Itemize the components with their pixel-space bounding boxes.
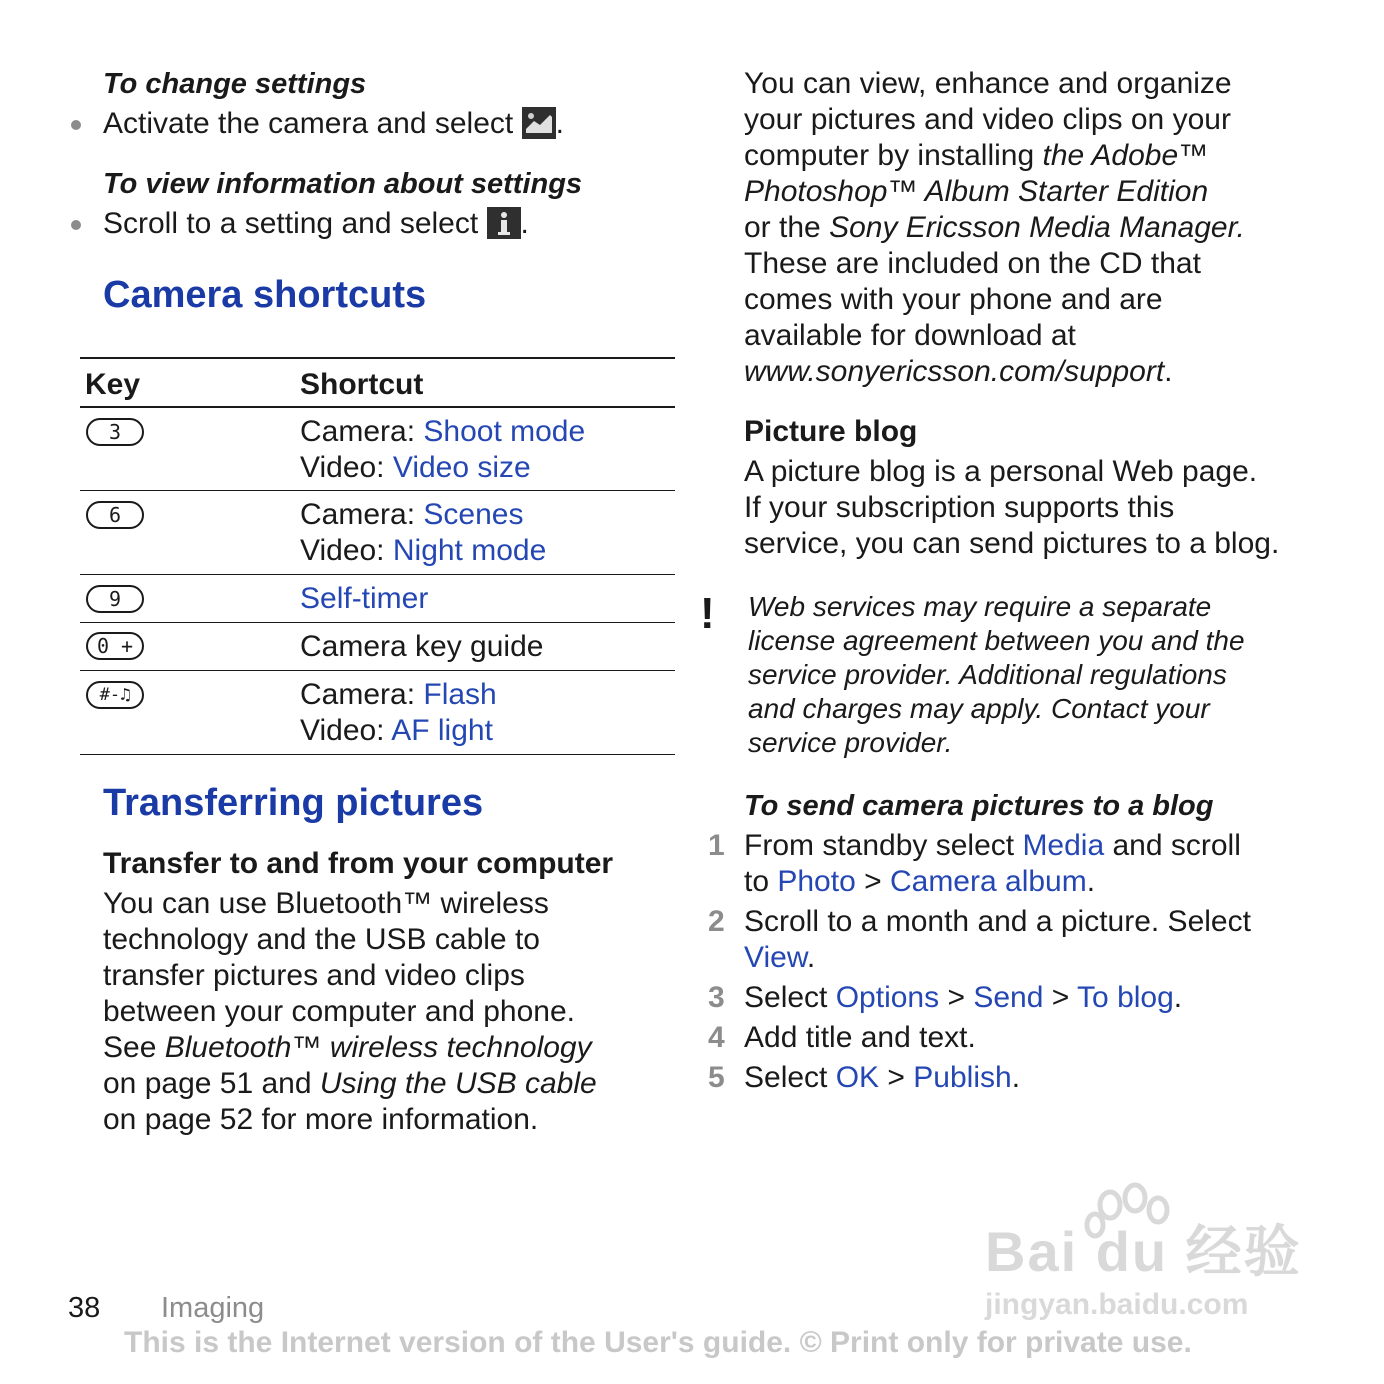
list-item: 4 Add title and text. [708,1021,976,1054]
settings-icon [522,107,556,139]
view-info-step: Scroll to a setting and select . [103,207,529,240]
support-url-link[interactable]: www.sonyericsson.com/support [744,355,1165,388]
view-info-title: To view information about settings [103,168,583,200]
transfer-subheading: Transfer to and from your computer [103,847,614,880]
list-item: 1 From standby select Media and scroll to Photo > Camera album. [708,829,1241,898]
table-header-shortcut: Shortcut [300,368,424,401]
bluetooth-reference[interactable]: Bluetooth™ wireless technology [164,1031,592,1064]
list-item: 2 Scroll to a month and a picture. Select View. [708,905,1251,974]
options-link[interactable]: Options [835,981,940,1014]
note-paragraph: Web services may require a separate license agreement between you and the service provider. Additional regulations and charges may apply. Contact your service provider. [748,591,1245,758]
key-6-icon: 6 [86,501,144,529]
photo-link[interactable]: Photo [777,865,856,898]
key-3-icon: 3 [86,418,144,446]
send-blog-title: To send camera pictures to a blog [744,790,1214,822]
shortcut-link[interactable]: Video size [392,451,531,484]
shortcut-cell: Camera: Scenes Video: Night mode [300,498,547,567]
table-row [80,491,675,574]
shortcut-link[interactable]: Self-timer [300,582,429,615]
table-bottom-rule [80,754,675,755]
list-item: 3 Select Options > Send > To blog. [708,981,1183,1014]
change-settings-title: To change settings [103,68,367,100]
table-row [80,623,675,670]
transferring-heading: Transferring pictures [103,782,484,824]
publish-link[interactable]: Publish [913,1061,1012,1094]
send-link[interactable]: Send [973,981,1044,1014]
camera-shortcuts-heading: Camera shortcuts [103,274,427,316]
to-blog-link[interactable]: To blog [1077,981,1174,1014]
usb-reference[interactable]: Using the USB cable [319,1067,597,1100]
blog-paragraph: A picture blog is a personal Web page. If your subscription supports this service, you can send pictures to a blog. [744,455,1280,560]
key-0-plus-icon: 0 + [86,632,144,660]
table-row [80,408,675,490]
shortcuts-table [80,357,675,755]
intro-paragraph: You can view, enhance and organize your pictures and video clips on your computer by installing the Adobe™ Photoshop™ Album Starter Edition or the Sony Ericsson Media Manager. These are included on the CD that comes with your phone and are available for download at www.sonyericsson.com/support. [744,67,1245,388]
camera-album-link[interactable]: Camera album [889,865,1087,898]
bullet-dot [71,120,81,130]
baidu-watermark-logo: Bai du 经验 [985,1220,1302,1283]
shortcut-cell: Camera key guide [300,630,544,663]
section-name: Imaging [161,1292,265,1324]
shortcut-link[interactable]: AF light [391,714,493,747]
shortcut-link[interactable]: Shoot mode [423,415,586,448]
media-link[interactable]: Media [1022,829,1105,862]
baidu-watermark-url: jingyan.baidu.com [985,1288,1249,1321]
bullet-dot [71,220,81,230]
info-icon [487,207,521,239]
shortcut-cell: Camera: Flash Video: AF light [300,678,497,747]
shortcut-cell [300,581,428,617]
table-header-key: Key [85,368,141,401]
list-item: 5 Select OK > Publish. [708,1061,1021,1094]
picture-blog-heading: Picture blog [744,415,918,448]
warning-icon: ! [700,589,715,638]
key-hash-icon: #-♫ [86,681,144,709]
shortcut-link[interactable]: Scenes [423,498,524,531]
page-number: 38 [68,1292,101,1324]
send-steps-list [708,828,1328,1100]
transfer-paragraph: You can use Bluetooth™ wireless technology and the USB cable to transfer pictures and video clips between your computer and phone. See Bluetooth™ wireless technology on page 51 and Using the USB cable on page 52 for more information. [103,887,597,1136]
ok-link[interactable]: OK [835,1061,880,1094]
footer-notice: This is the Internet version of the User's guide. © Print only for private use. [124,1326,1192,1359]
key-9-icon: 9 [86,585,144,613]
table-header-row [80,359,675,406]
shortcut-link[interactable]: Flash [423,678,497,711]
change-settings-step: Activate the camera and select . [103,107,564,140]
shortcut-cell: Camera: Shoot mode Video: Video size [300,415,586,484]
table-row [80,671,675,754]
shortcut-link[interactable]: Night mode [392,534,547,567]
view-link[interactable]: View [744,941,807,974]
table-row [80,575,675,622]
